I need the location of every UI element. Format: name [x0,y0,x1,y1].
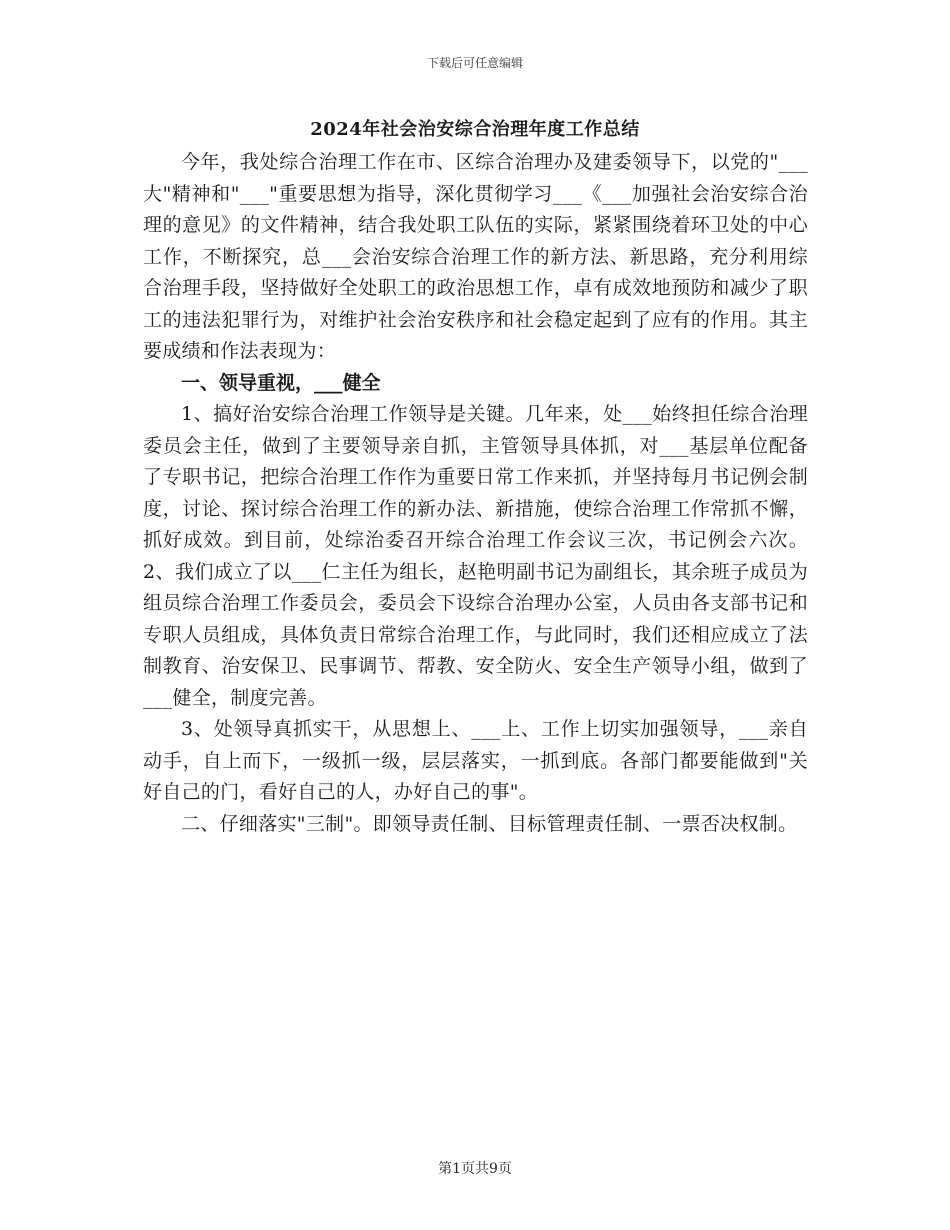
paragraph-leadership: 1、搞好治安综合治理工作领导是关键。几年来，处___始终担任综合治理委员会主任，做到了主要领导亲自抓，主管领导具体抓，对___基层单位配备了专职书记，把综合治理工作作为重要日常工作来抓，并坚持每月书记例会制度，讨论、探讨综合治理工作的新办法、新措施，使综合治理工作常抓不懈，抓好成效。到目前，处综治委召开综合治理工作会议三次，书记例会六次。 2、我们成立了以___仁主任为组长，赵艳明副书记为副组长，其余班子成员为组员综合治理工作委员会，委员会下设综合治理办公室，人员由各支部书记和专职人员组成，具体负责日常综合治理工作，与此同时，我们还相应成立了法制教育、治安保卫、民事调节、帮教、安全防火、安全生产领导小组，做到了___健全，制度完善。 [143,403,808,709]
paragraph-intro: 今年，我处综合治理工作在市、区综合治理办及建委领导下，以党的"___大"精神和"___"重要思想为指导，深化贯彻学习___《___加强社会治安综合治理的意见》的文件精神，结合我处职工队伍的实际，紧紧围绕着环卫处的中心工作，不断探究，总___会治安综合治理工作的新方法、新思路，充分利用综合治理手段，坚持做好全处职工的政治思想工作，卓有成效地预防和减少了职工的违法犯罪行为，对维护社会治安秩序和社会稳定起到了应有的作用。其主要成绩和作法表现为： [143,151,808,362]
paragraph-implementation: 3、处领导真抓实干，从思想上、___上、工作上切实加强领导，___亲自动手，自上而下，一级抓一级，层层落实，一抓到底。各部门都要能做到"关好自己的门，看好自己的人，办好自己的事"。 [143,718,808,803]
paragraph-three-systems: 二、仔细落实"三制"。即领导责任制、目标管理责任制、一票否决权制。 [181,812,798,835]
header-note: 下载后可任意编辑 [426,56,523,70]
page-number: 第1页共9页 [438,1161,512,1177]
document-title: 2024年社会治安综合治理年度工作总结 [310,119,640,140]
document-body [143,147,808,840]
section-heading-1: 一、领导重视，___健全 [181,371,381,394]
